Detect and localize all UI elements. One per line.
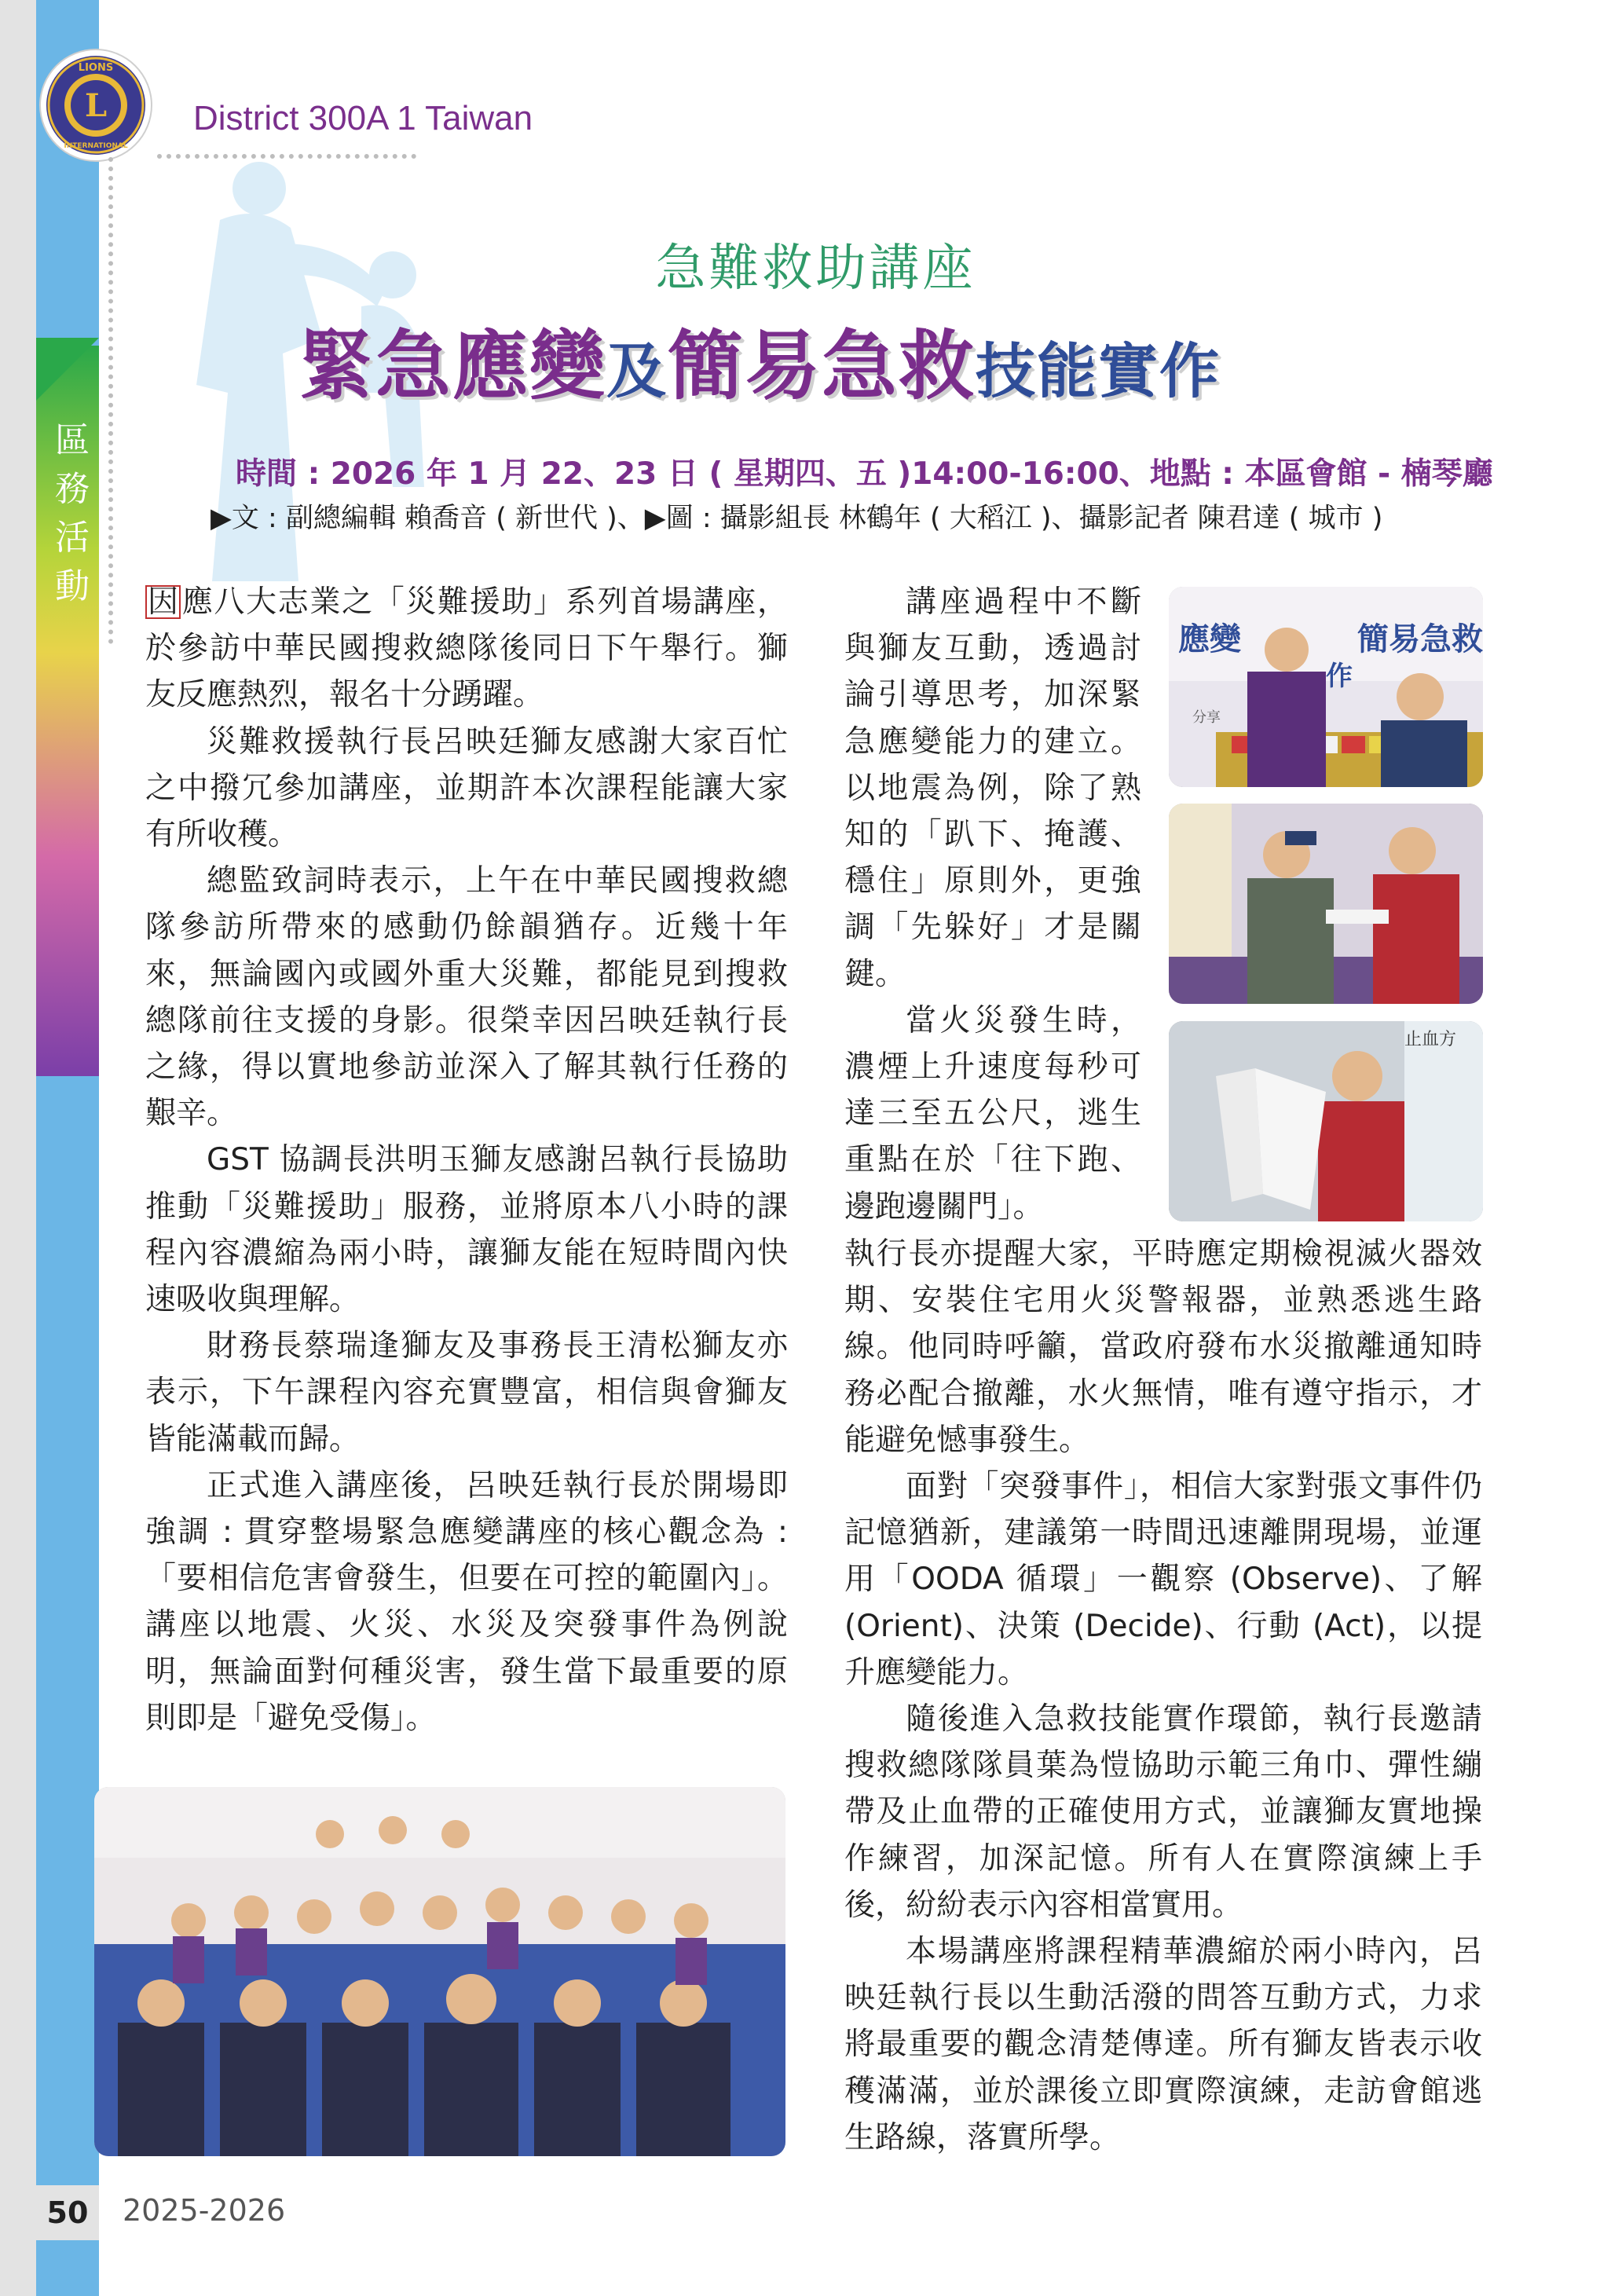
lions-emblem-icon [44, 53, 148, 157]
photo1-banner-text-1: 應變 [1178, 621, 1241, 657]
headline-part-2: 及 [606, 336, 668, 406]
photo-triangle-bandage [1169, 1021, 1483, 1221]
right-narrow-text-column [844, 579, 1141, 1230]
paragraph: 正式進入講座後，呂映廷執行長於開場即強調 : 貫穿整場緊急應變講座的核心觀念為 :「要相信危害會發生，但要在可控的範圍內」。講座以地震、火災、水災及突發事件為例說明，無論面對何種災害，發生當下最重要的原則即是「避免受傷」。 [145, 1467, 788, 1736]
article-credits: ▶文 : 副總編輯 賴喬音 ( 新世代 )、▶圖 : 攝影組長 林鶴年 ( 大稻江 )、攝影記者 陳君達 ( 城市 ) [211, 503, 1383, 534]
paragraph: 總監致詞時表示，上午在中華民國搜救總隊參訪所帶來的感動仍餘韻猶存。近幾十年來，無論國內或國外重大災難，都能見到搜救總隊前往支援的身影。很榮幸因呂映廷執行長之緣，得以實地參訪並深入了解其執行任務的艱辛。 [145, 863, 788, 1132]
lions-logo [41, 50, 151, 160]
photo-speaker [1169, 587, 1483, 787]
photo3-slide-text: 止血方 [1404, 1030, 1457, 1049]
fiscal-year: 2025-2026 [123, 2193, 286, 2228]
event-time-location: 時間 : 2026 年 1 月 22、23 日 ( 星期四、五 )14:00-16:00、地點 : 本區會館 - 楠琴廳 [236, 456, 1493, 492]
paragraph: 隨後進入急救技能實作環節，執行長邀請搜救總隊隊員葉為愷協助示範三角巾、彈性繃帶及止血帶的正確使用方式，並讓獅友實地操作練習，加深記憶。所有人在實際演練上手後，紛紛表示內容相當實用。 [844, 1701, 1482, 1923]
headline-part-1: 緊急應變 [298, 322, 606, 410]
paragraph: 災難救援執行長呂映廷獅友感謝大家百忙之中撥冗參加講座，並期許本次課程能讓大家有所收穫。 [145, 723, 788, 853]
photo1-banner-text-4: 分享 [1192, 709, 1221, 726]
paragraph: 本場講座將課程精華濃縮於兩小時內，呂映廷執行長以生動活潑的問答互動方式，力求將最重要的觀念清楚傳達。所有獅友皆表示收穫滿滿，並於課後立即實際演練，走訪會館逃生路線，落實所學。 [844, 1934, 1482, 2155]
paragraph-text: 應八大志業之「災難援助」系列首場講座，於參訪中華民國搜救總隊後同日下午舉行。獅友反應熱烈，報名十分踴躍。 [145, 584, 788, 713]
drop-cap: 因 [145, 585, 181, 619]
headline-part-4: 技能實作 [976, 336, 1221, 406]
article-headline [298, 306, 1221, 414]
photo1-banner-text-3: 作 [1326, 661, 1353, 692]
photo-group [94, 1787, 785, 2156]
paragraph: 面對「突發事件」，相信大家對張文事件仍記憶猶新，建議第一時間迅速離開現場，並運用「OODA 循環」一觀察 (Observe)、了解 (Orient)、決策 (Decide)、行動 (Act)，以提升應變能力。 [844, 1469, 1482, 1690]
paragraph: 執行長亦提醒大家，平時應定期檢視滅火器效期、安裝住宅用火災警報器，並熟悉逃生路線。他同時呼籲，當政府發布水災撤離通知時務必配合撤離，水火無情，唯有遵守指示，才能避免憾事發生。 [844, 1236, 1482, 1458]
paragraph [145, 579, 788, 719]
article-subtitle: 急難救助講座 [655, 240, 976, 298]
page-number: 50 [36, 2185, 99, 2240]
district-name: District 300A 1 Taiwan [193, 99, 533, 137]
paragraph: 講座過程中不斷與獅友互動，透過討論引導思考，加深緊急應變能力的建立。以地震為例，除了熟知的「趴下、掩護、穩住」原則外，更強調「先躲好」才是關鍵。 [844, 584, 1141, 992]
logo-top-text: LIONS [78, 62, 114, 74]
right-text-column [844, 1231, 1482, 2161]
left-gray-strip [0, 0, 36, 2296]
logo-bottom-text: INTERNATIONAL [64, 142, 128, 150]
paragraph: 當火災發生時，濃煙上升速度每秒可達三至五公尺，逃生重點在於「往下跑、邊跑邊關門」。 [844, 1002, 1141, 1225]
photo1-banner-text-2: 簡易急救 [1357, 621, 1483, 657]
paragraph: 財務長蔡瑞逢獅友及事務長王清松獅友亦表示，下午課程內容充實豐富，相信與會獅友皆能滿載而歸。 [145, 1328, 788, 1457]
logo-letter: L [84, 87, 108, 124]
photo-demonstration [1169, 804, 1483, 1004]
paragraph: GST 協調長洪明玉獅友感謝呂執行長協助推動「災難援助」服務，並將原本八小時的課程內容濃縮為兩小時，讓獅友能在短時間內快速吸收與理解。 [145, 1142, 788, 1318]
headline-part-3: 簡易急救 [668, 322, 976, 410]
left-text-column [145, 579, 788, 1741]
green-corner-triangle [36, 338, 99, 401]
section-label: 區務活動 [55, 420, 90, 606]
